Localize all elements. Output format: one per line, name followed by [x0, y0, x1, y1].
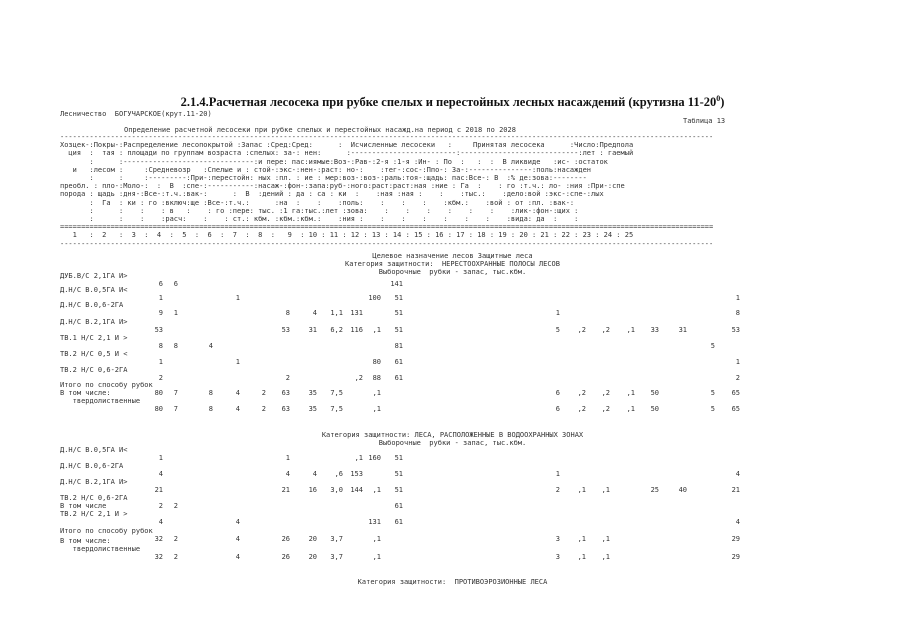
table-cell: 1 — [235, 358, 240, 366]
header-line: : Га : ки : го :включ:ще :Все-:т.ч.: :на : : :поль: : : : :кбм.: :вой : от :пл. :вак-: — [60, 198, 575, 207]
table-cell: 2 — [555, 486, 560, 494]
table-cell: 51 — [394, 326, 403, 334]
table-cell: 51 — [394, 486, 403, 494]
table-cell: 4 — [235, 389, 240, 397]
table-cell: 2 — [158, 502, 163, 510]
table-cell: 8 — [208, 389, 213, 397]
table-cell: ,1 — [626, 405, 635, 413]
table-cell: ,1 — [372, 326, 381, 334]
table-cell: 7,5 — [330, 389, 343, 397]
table-cell: ,1 — [372, 535, 381, 543]
table-cell: 1 — [735, 358, 740, 366]
row-label: ТВ.2 Н/С 0,5 И < — [60, 350, 128, 358]
table-cell: ,2 — [601, 405, 610, 413]
table-cell: 33 — [650, 326, 659, 334]
table-cell: ,2 — [577, 405, 586, 413]
header-line: : :-------------------------------:и пере: пас:иямые:Воз-:Рав-:2-я :1-я :Ин- : По : : : В ликвиде :ис- :остаток — [60, 157, 608, 166]
header-line: 1 : 2 : 3 : 4 : 5 : 6 : 7 : 8 : 9 : 10 : 11 : 12 : 13 : 14 : 15 : 16 : 17 : 18 : 19 : 20 : 21 : 22 : 23 : 24 : 25 — [60, 231, 634, 240]
header-line: =========================================================================================================================================================== — [60, 223, 714, 232]
table-cell: 88 — [372, 374, 381, 382]
table-cell: 3,0 — [330, 486, 343, 494]
table-cell: ,1 — [601, 535, 610, 543]
table-cell: 5 — [555, 326, 560, 334]
table-cell: 4 — [235, 518, 240, 526]
table-cell: 6 — [173, 280, 178, 288]
row-label: ТВ.1 Н/С 2,1 И > — [60, 334, 128, 342]
row-label: Итого по способу рубок — [60, 527, 153, 535]
table-cell: 144 — [350, 486, 363, 494]
table-cell: 61 — [394, 518, 403, 526]
table-cell: 20 — [308, 535, 317, 543]
table-cell: 5 — [710, 405, 715, 413]
table-cell: 1 — [173, 309, 178, 317]
table-cell: 51 — [394, 470, 403, 478]
table-cell: 7,5 — [330, 405, 343, 413]
table-cell: 21 — [154, 486, 163, 494]
table-cell: 100 — [368, 294, 381, 302]
table-cell: 141 — [390, 280, 403, 288]
table-cell: 4 — [735, 518, 740, 526]
table-cell: ,2 — [601, 389, 610, 397]
table-cell: 3,7 — [330, 535, 343, 543]
table-number: Таблица 13 — [683, 117, 726, 125]
table-cell: 1 — [158, 294, 163, 302]
table-cell: 4 — [312, 470, 317, 478]
table-cell: 5 — [710, 342, 715, 350]
table-cell: 2 — [261, 405, 266, 413]
row-label: В том числе: твердолиственные — [60, 389, 141, 406]
table-cell: 21 — [731, 486, 740, 494]
table-header — [60, 133, 742, 248]
table-subtitle: Определение расчетной лесосеки при рубке спелых и перестойных насажд.на период с 2018 по 2028 — [124, 126, 516, 134]
table-cell: 160 — [368, 454, 381, 462]
table-cell: 63 — [281, 405, 290, 413]
header-line: : : : : в : : го :пере: тыс. :1 га:тыс.:лет :зова: : : : : : : :лик-:фон-:щих : — [60, 206, 579, 215]
table-cell: ,1 — [372, 389, 381, 397]
table-cell: 4 — [158, 518, 163, 526]
table-cell: ,2 — [601, 326, 610, 334]
table-cell: ,2 — [577, 389, 586, 397]
table-cell: 8 — [285, 309, 290, 317]
section-heading: Выборочные рубки - запас, тыс.кбм. — [378, 268, 527, 276]
table-cell: 26 — [281, 553, 290, 561]
table-cell: 50 — [650, 405, 659, 413]
table-cell: ,1 — [626, 389, 635, 397]
table-cell: 2 — [173, 502, 178, 510]
row-label: Д.Н/С В.0,6-2ГА — [60, 462, 124, 470]
table-cell: ,1 — [354, 454, 363, 462]
table-cell: 6 — [555, 389, 560, 397]
table-cell: 80 — [154, 405, 163, 413]
table-cell: 2 — [285, 374, 290, 382]
table-cell: 116 — [350, 326, 363, 334]
table-cell: 4 — [235, 535, 240, 543]
row-label: Д.Н/С В.0,5ГА И< — [60, 286, 128, 294]
table-cell: 80 — [154, 389, 163, 397]
table-cell: 1 — [555, 470, 560, 478]
table-cell: 35 — [308, 405, 317, 413]
table-cell: 7 — [173, 405, 178, 413]
table-cell: 61 — [394, 502, 403, 510]
row-label: Д.Н/С В.0,6-2ГА — [60, 301, 124, 309]
table-cell: 61 — [394, 374, 403, 382]
table-cell: 20 — [308, 553, 317, 561]
table-cell: ,1 — [577, 486, 586, 494]
section-heading: Выборочные рубки - запас, тыс.кбм. — [378, 439, 527, 447]
section-heading: Категория защитности: НЕРЕСТООХРАННЫЕ ПОЛОСЫ ЛЕСОВ — [345, 260, 560, 268]
table-cell: 65 — [731, 389, 740, 397]
section-heading: Категория защитности: ЛЕСА, РАСПОЛОЖЕННЫЕ В ВОДООХРАННЫХ ЗОНАХ — [321, 431, 584, 439]
table-cell: 81 — [394, 342, 403, 350]
table-cell: 63 — [281, 389, 290, 397]
table-cell: 4 — [735, 470, 740, 478]
table-cell: ,1 — [372, 553, 381, 561]
table-cell: 32 — [154, 535, 163, 543]
table-cell: 50 — [650, 389, 659, 397]
header-line: и :лесом : :Средневозр :Спелые и : стой-:экс-:нен-:раст: но-: :тег-:сос-:Ппо-: За-:---------------:поль:насажден — [60, 165, 592, 174]
table-cell: ,2 — [354, 374, 363, 382]
table-cell: 131 — [368, 518, 381, 526]
row-label: ДУБ.В/С 2,1ГА И> — [60, 272, 128, 280]
table-cell: 31 — [678, 326, 687, 334]
table-cell: 4 — [285, 470, 290, 478]
table-cell: ,6 — [334, 470, 343, 478]
table-cell: 5 — [710, 389, 715, 397]
table-cell: 1 — [285, 454, 290, 462]
row-label: ТВ.2 Н/С 0,6-2ГА — [60, 366, 128, 374]
row-label: Д.Н/С В.2,1ГА И> — [60, 478, 128, 486]
table-cell: 1 — [158, 454, 163, 462]
table-cell: 25 — [650, 486, 659, 494]
table-cell: 35 — [308, 389, 317, 397]
header-line: ----------------------------------------------------------------------------------------------------------------------------------------------------------- — [60, 239, 714, 248]
table-cell: 1 — [158, 358, 163, 366]
table-cell: 2 — [735, 374, 740, 382]
table-cell: 4 — [158, 470, 163, 478]
table-cell: 31 — [308, 326, 317, 334]
table-cell: 2 — [261, 389, 266, 397]
header-line: Хозцек-:Покры-:Распределение лесопокрытой :Запас :Сред:Сред: : Исчисленные лесосеки : Принятая лесосека :Число:Предпола — [60, 141, 634, 150]
table-cell: 29 — [731, 553, 740, 561]
row-label: Д.Н/С В.2,1ГА И> — [60, 318, 128, 326]
table-cell: 80 — [372, 358, 381, 366]
table-cell: 51 — [394, 294, 403, 302]
table-cell: 26 — [281, 535, 290, 543]
section-heading: Категория защитности: ПРОТИВОЭРОЗИОННЫЕ ЛЕСА — [357, 578, 548, 586]
table-cell: 61 — [394, 358, 403, 366]
table-cell: ,1 — [601, 553, 610, 561]
table-cell: ,1 — [372, 486, 381, 494]
table-cell: 2 — [173, 553, 178, 561]
row-label: ТВ.2 Н/С 0,6-2ГА — [60, 494, 128, 502]
table-cell: 6 — [158, 280, 163, 288]
header-line: ----------------------------------------------------------------------------------------------------------------------------------------------------------- — [60, 133, 714, 141]
document-title: 2.1.4.Расчетная лесосека при рубке спелых и перестойных лесных насаждений (крутизна $11-20^0$) — [180, 94, 725, 110]
row-label: В том числе ТВ.2 Н/С 2,1 И > — [60, 502, 128, 519]
table-cell: 1 — [555, 309, 560, 317]
header-line: преобл. : пло-:Моло-: : В :спе-:-----------:насаж-:фон-:запа:руб-:ного:раст:раст:ная :ние : Га : : го :т.ч.: ло- :ния :При-:спе — [60, 182, 625, 191]
table-cell: 8 — [208, 405, 213, 413]
table-cell: 131 — [350, 309, 363, 317]
table-cell: 29 — [731, 535, 740, 543]
table-cell: 3 — [555, 535, 560, 543]
row-label: Итого по способу рубок — [60, 381, 153, 389]
table-cell: ,1 — [577, 553, 586, 561]
table-cell: 4 — [235, 405, 240, 413]
table-cell: 4 — [208, 342, 213, 350]
table-cell: 53 — [731, 326, 740, 334]
table-cell: 16 — [308, 486, 317, 494]
table-cell: 6 — [555, 405, 560, 413]
table-cell: 1 — [235, 294, 240, 302]
table-cell: 8 — [158, 342, 163, 350]
table-cell: 1,1 — [330, 309, 343, 317]
table-cell: ,2 — [577, 326, 586, 334]
table-cell: 21 — [281, 486, 290, 494]
table-cell: 8 — [735, 309, 740, 317]
table-cell: 3,7 — [330, 553, 343, 561]
table-cell: ,1 — [577, 535, 586, 543]
table-cell: 2 — [173, 535, 178, 543]
table-cell: 7 — [173, 389, 178, 397]
table-cell: 4 — [312, 309, 317, 317]
row-label: Д.Н/С В.0,5ГА И< — [60, 446, 128, 454]
table-cell: ,1 — [626, 326, 635, 334]
table-cell: ,1 — [372, 405, 381, 413]
table-cell: 8 — [173, 342, 178, 350]
table-cell: 32 — [154, 553, 163, 561]
table-cell: 4 — [235, 553, 240, 561]
header-line: : : :---------:При-:перестойн: ных :пл. : ие : мер:воз-:воз-:раль:тоя-:щадь: пас:Все-: В :% де:зова:-------- — [60, 174, 587, 183]
row-label: В том числе: твердолиственные — [60, 537, 141, 554]
table-cell: 40 — [678, 486, 687, 494]
table-cell: 1 — [735, 294, 740, 302]
header-line: порода : щадь :дня-:Все-:т.ч.:вак-: : В :дений : да : са : ки : :ная :ная : : :тыс.: :дело:вой :экс-:спе-:лых — [60, 190, 604, 199]
table-cell: 65 — [731, 405, 740, 413]
table-cell: 9 — [158, 309, 163, 317]
forestry-label: Лесничество БОГУЧАРСКОЕ(крут.11-20) — [60, 110, 212, 118]
section-heading: Целевое назначение лесов Защитные леса — [372, 252, 533, 260]
table-cell: 153 — [350, 470, 363, 478]
table-cell: 53 — [281, 326, 290, 334]
header-line: ция : тая : площади по группам возраста :спелых: за-: нен: :-------------------------:----------------------------:лет : гаемый — [60, 149, 634, 158]
table-cell: 51 — [394, 309, 403, 317]
table-cell: 53 — [154, 326, 163, 334]
header-line: : : : :расч: : : ст.: кбм. :кбм.:кбм.: :ния : : : : : : : :вида: да : : — [60, 215, 579, 224]
table-cell: 3 — [555, 553, 560, 561]
table-cell: ,1 — [601, 486, 610, 494]
table-cell: 6,2 — [330, 326, 343, 334]
table-cell: 51 — [394, 454, 403, 462]
table-cell: 2 — [158, 374, 163, 382]
